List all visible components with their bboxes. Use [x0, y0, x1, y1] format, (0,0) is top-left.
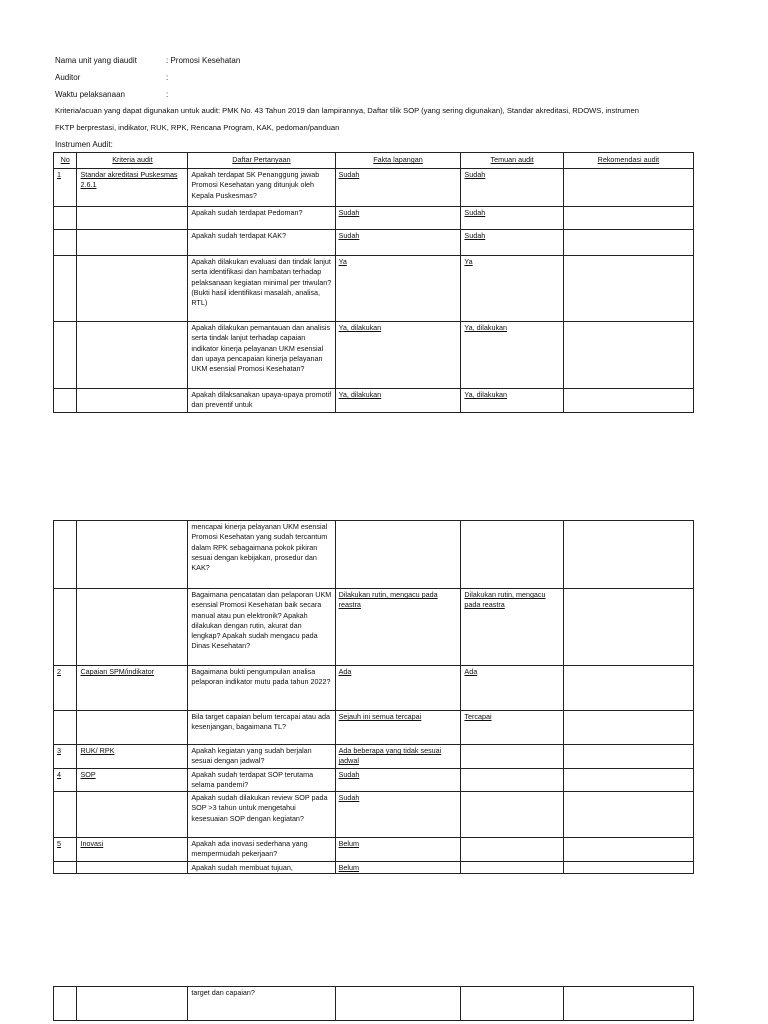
table-row [54, 792, 694, 838]
cell-question: Bagaimana pencatatan dan pelaporan UKM esensial Promosi Kesehatan baik secara manual atau pun elektronik? Apakah dilakukan dengan rutin, akurat dan lengkap? Apakah sudah mengacu pada Dinas Kesehatan? [188, 589, 335, 666]
cell-fakta: Sudah [335, 230, 461, 256]
unit-row [55, 56, 240, 66]
cell-question: Apakah dilakukan pemantauan dan analisis serta tindak lanjut terhadap capaian indikator kinerja pelayanan UKM esensial dan upaya pencapaian kinerja pelayanan UKM esensial Promosi Kesehatan? [188, 322, 335, 389]
cell-kriteria: SOP [77, 769, 188, 792]
cell-question: Apakah kegiatan yang sudah berjalan sesuai dengan jadwal? [188, 745, 335, 769]
cell-temuan [461, 745, 563, 769]
cell-no [54, 862, 77, 874]
cell-kriteria [77, 322, 188, 389]
cell-fakta: Belum [335, 862, 461, 874]
cell-fakta: Sejauh ini semua tercapai [335, 711, 461, 745]
cell-rekomendasi [563, 792, 693, 838]
table-row [54, 987, 694, 1021]
cell-no [54, 711, 77, 745]
cell-kriteria [77, 862, 188, 874]
cell-no: 2 [54, 666, 77, 711]
audit-table-page-3 [53, 986, 694, 1021]
cell-question: Apakah dilaksanakan upaya-upaya promotif dan preventif untuk [188, 389, 335, 413]
cell-fakta: Ya, dilakukan [335, 389, 461, 413]
cell-temuan: Sudah [461, 169, 563, 207]
cell-fakta: Dilakukan rutin, mengacu pada reastra [335, 589, 461, 666]
cell-question: Apakah dilakukan evaluasi dan tindak lanjut serta identifikasi dan hambatan terhadap pelaksanaan kegiatan minimal per triwulan? (Bukti hasil identifikasi masalah, analisa, RTL) [188, 256, 335, 322]
cell-kriteria [77, 987, 188, 1021]
cell-temuan [461, 862, 563, 874]
cell-fakta: Ada [335, 666, 461, 711]
cell-no: 5 [54, 838, 77, 862]
cell-temuan: Sudah [461, 230, 563, 256]
cell-question: Apakah sudah terdapat KAK? [188, 230, 335, 256]
cell-kriteria [77, 792, 188, 838]
cell-temuan: Sudah [461, 207, 563, 230]
cell-temuan: Ya [461, 256, 563, 322]
cell-question: target dan capaian? [188, 987, 335, 1021]
cell-fakta: Ada beberapa yang tidak sesuai jadwal [335, 745, 461, 769]
cell-rekomendasi [563, 230, 693, 256]
cell-fakta: Sudah [335, 769, 461, 792]
col-header-no: No [54, 153, 77, 169]
cell-kriteria: Capaian SPM/indikator [77, 666, 188, 711]
col-header-kriteria: Kriteria audit [77, 153, 188, 169]
cell-fakta: Ya, dilakukan [335, 322, 461, 389]
table-header-row [54, 153, 694, 169]
cell-no: 3 [54, 745, 77, 769]
cell-temuan: Tercapai [461, 711, 563, 745]
kriteria-line-1: Kriteria/acuan yang dapat digunakan untuk audit: PMK No. 43 Tahun 2019 dan lampirannya, Daftar tilik SOP (yang sering digunakan), Standar akreditasi, RDOWS, instrumen [55, 106, 639, 115]
cell-kriteria [77, 207, 188, 230]
cell-question: Apakah sudah membuat tujuan, [188, 862, 335, 874]
table-row [54, 711, 694, 745]
table-row [54, 256, 694, 322]
cell-kriteria: Standar akreditasi Puskesmas 2.6.1 [77, 169, 188, 207]
unit-value: : Promosi Kesehatan [166, 56, 241, 65]
waktu-value: : [166, 90, 169, 99]
cell-rekomendasi [563, 521, 693, 589]
cell-kriteria [77, 711, 188, 745]
cell-no [54, 256, 77, 322]
cell-kriteria [77, 230, 188, 256]
col-header-pertanyaan: Daftar Pertanyaan [188, 153, 335, 169]
table-row [54, 169, 694, 207]
unit-label: Nama unit yang diaudit [55, 56, 137, 65]
kriteria-line-2: FKTP berprestasi, indikator, RUK, RPK, Rencana Program, KAK, pedoman/panduan [55, 123, 340, 132]
cell-kriteria: Inovasi [77, 838, 188, 862]
cell-question: mencapai kinerja pelayanan UKM esensial Promosi Kesehatan yang sudah tercantum dalam RPK sebagaimana pokok pikiran sesuai dengan kebijakan, prosedur dan KAK? [188, 521, 335, 589]
cell-rekomendasi [563, 207, 693, 230]
cell-rekomendasi [563, 987, 693, 1021]
cell-no [54, 589, 77, 666]
col-header-rekomendasi: Rekomendasi audit [563, 153, 693, 169]
cell-rekomendasi [563, 711, 693, 745]
cell-question: Apakah sudah dilakukan review SOP pada SOP >3 tahun untuk mengetahui kesesuaian SOP dengan kegiatan? [188, 792, 335, 838]
waktu-row [55, 90, 168, 100]
cell-temuan [461, 987, 563, 1021]
cell-rekomendasi [563, 322, 693, 389]
cell-rekomendasi [563, 256, 693, 322]
cell-question: Bagaimana bukti pengumpulan analisa pelaporan indikator mutu pada tahun 2022? [188, 666, 335, 711]
cell-no [54, 230, 77, 256]
table-row [54, 207, 694, 230]
cell-question: Apakah ada inovasi sederhana yang mempermudah pekerjaan? [188, 838, 335, 862]
cell-kriteria [77, 521, 188, 589]
cell-rekomendasi [563, 745, 693, 769]
cell-temuan [461, 769, 563, 792]
cell-kriteria [77, 589, 188, 666]
cell-temuan [461, 838, 563, 862]
cell-no: 1 [54, 169, 77, 207]
table-row [54, 666, 694, 711]
cell-fakta [335, 521, 461, 589]
cell-no [54, 521, 77, 589]
cell-fakta: Sudah [335, 169, 461, 207]
cell-temuan [461, 792, 563, 838]
instrumen-label: Instrumen Audit: [55, 140, 113, 149]
cell-no [54, 987, 77, 1021]
cell-kriteria: RUK/ RPK [77, 745, 188, 769]
waktu-label: Waktu pelaksanaan [55, 90, 125, 99]
cell-temuan: Dilakukan rutin, mengacu pada reastra [461, 589, 563, 666]
cell-fakta: Sudah [335, 792, 461, 838]
cell-fakta: Sudah [335, 207, 461, 230]
col-header-temuan: Temuan audit [461, 153, 563, 169]
cell-fakta: Belum [335, 838, 461, 862]
cell-no [54, 207, 77, 230]
cell-question: Apakah sudah terdapat Pedoman? [188, 207, 335, 230]
audit-table-page-1 [53, 152, 694, 413]
cell-no [54, 389, 77, 413]
cell-fakta: Ya [335, 256, 461, 322]
col-header-fakta: Fakta lapangan [335, 153, 461, 169]
cell-no [54, 792, 77, 838]
table-row [54, 862, 694, 874]
cell-question: Bila target capaian belum tercapai atau ada kesenjangan, bagaimana TL? [188, 711, 335, 745]
table-row [54, 769, 694, 792]
cell-rekomendasi [563, 838, 693, 862]
cell-temuan: Ya, dilakukan [461, 322, 563, 389]
table-row [54, 838, 694, 862]
cell-rekomendasi [563, 769, 693, 792]
cell-temuan [461, 521, 563, 589]
auditor-value: : [166, 73, 169, 82]
cell-temuan: Ada [461, 666, 563, 711]
cell-question: Apakah sudah terdapat SOP terutama selama pandemi? [188, 769, 335, 792]
cell-rekomendasi [563, 169, 693, 207]
cell-rekomendasi [563, 589, 693, 666]
cell-rekomendasi [563, 389, 693, 413]
table-row [54, 322, 694, 389]
cell-question: Apakah terdapat SK Penanggung jawab Promosi Kesehatan yang ditunjuk oleh Kepala Puskesmas? [188, 169, 335, 207]
cell-no: 4 [54, 769, 77, 792]
audit-table-page-2 [53, 520, 694, 874]
table-row [54, 589, 694, 666]
table-row [54, 745, 694, 769]
cell-rekomendasi [563, 862, 693, 874]
cell-no [54, 322, 77, 389]
table-row [54, 521, 694, 589]
cell-kriteria [77, 256, 188, 322]
auditor-label: Auditor [55, 73, 81, 82]
cell-rekomendasi [563, 666, 693, 711]
auditor-row [55, 73, 168, 83]
table-row [54, 389, 694, 413]
cell-temuan: Ya, dilakukan [461, 389, 563, 413]
cell-fakta [335, 987, 461, 1021]
cell-kriteria [77, 389, 188, 413]
table-row [54, 230, 694, 256]
